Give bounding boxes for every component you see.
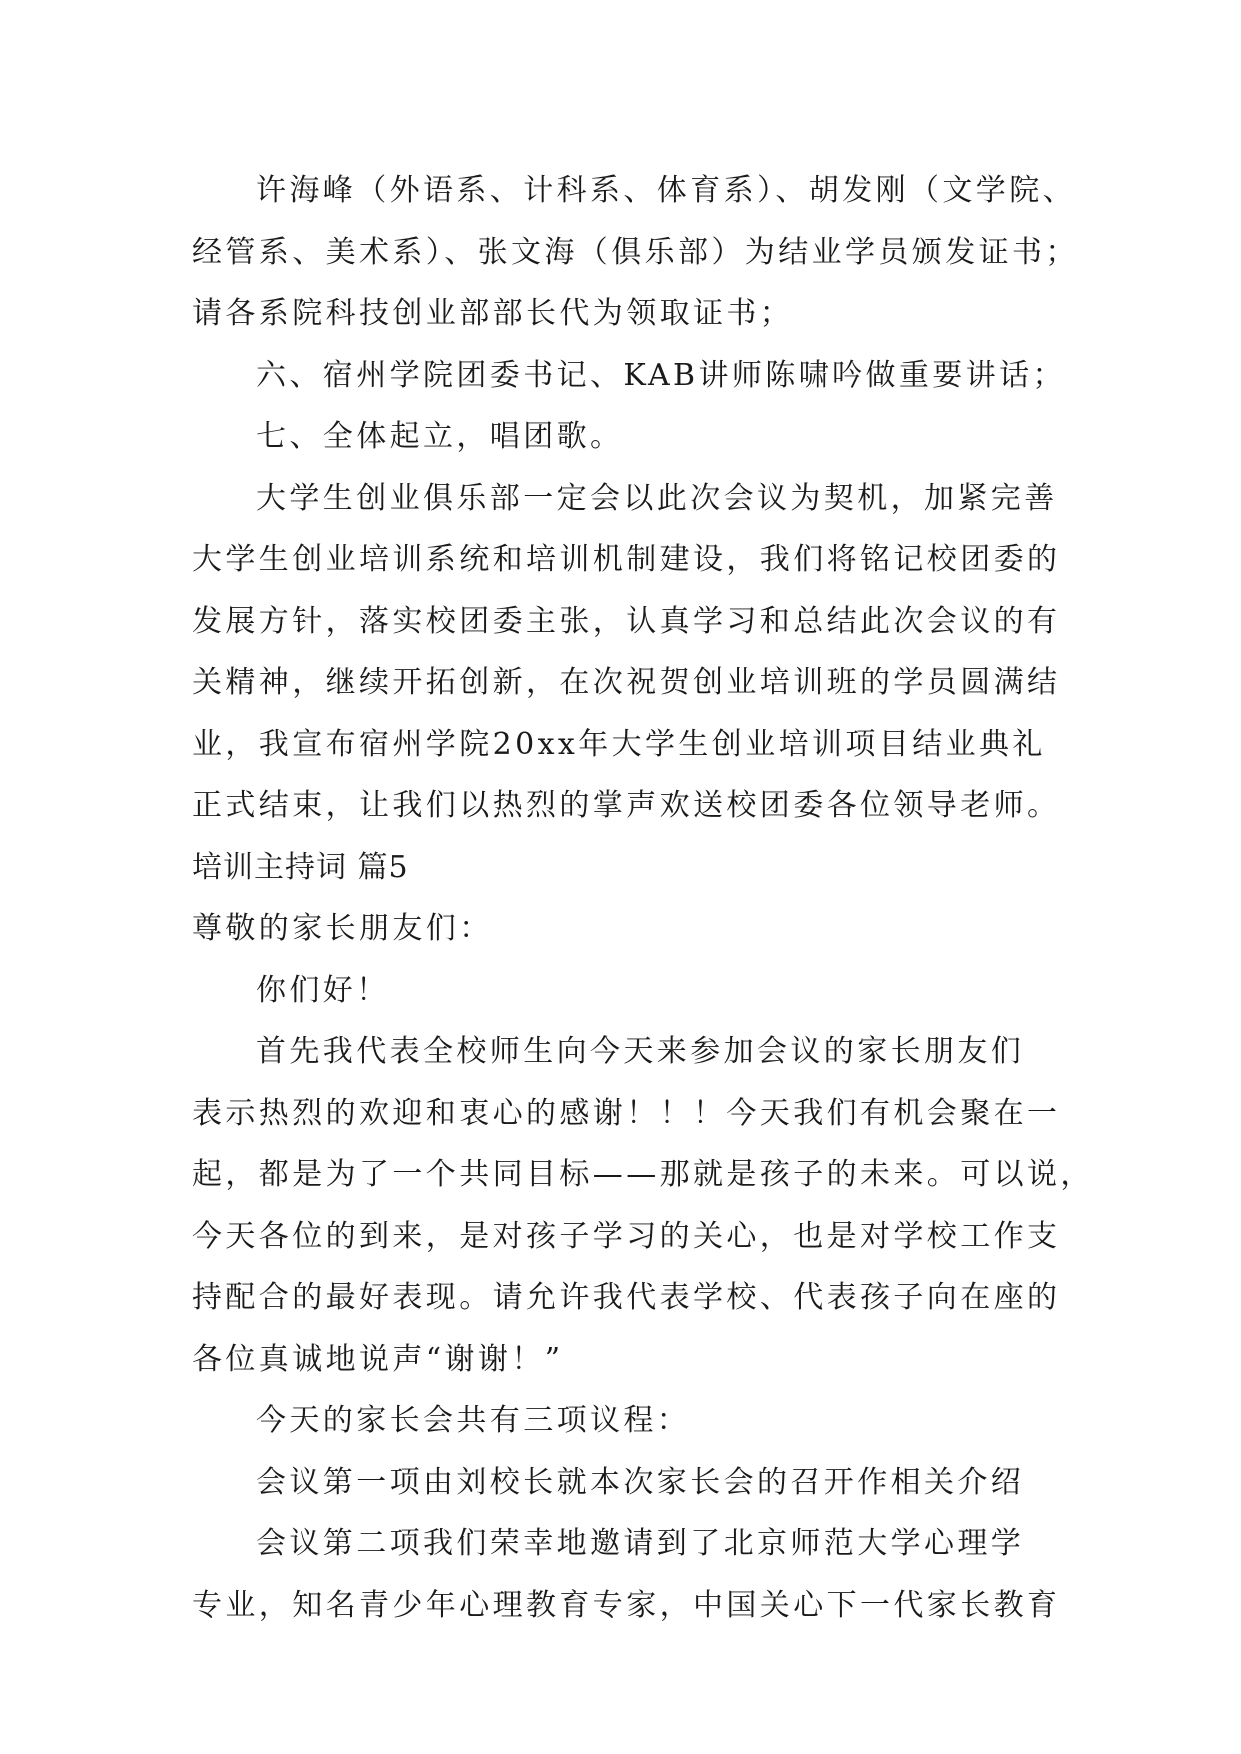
text-line: 发展方针，落实校团委主张，认真学习和总结此次会议的有	[192, 603, 1061, 639]
text-line: 今天各位的到来，是对孩子学习的关心，也是对学校工作支	[192, 1218, 1061, 1254]
text-line: 大学生创业培训系统和培训机制建设，我们将铭记校团委的	[192, 542, 1061, 577]
text-line: 会议第一项由刘校长就本次家长会的召开作相关介绍	[256, 1464, 1025, 1500]
text-line: 尊敬的家长朋友们：	[192, 911, 493, 946]
text-line: 关精神，继续开拓创新，在次祝贺创业培训班的学员圆满结	[192, 665, 1061, 700]
text-line: 七、全体起立，唱团歌。	[256, 419, 624, 454]
text-line: 会议第二项我们荣幸地邀请到了北京师范大学心理学	[256, 1526, 1025, 1561]
text-line: 正式结束，让我们以热烈的掌声欢送校团委各位领导老师。	[192, 788, 1061, 823]
text-line: 起，都是为了一个共同目标——那就是孩子的未来。可以说，	[192, 1157, 1094, 1192]
text-line: 请各系院科技创业部部长代为领取证书；	[192, 296, 794, 331]
text-line: 各位真诚地说声“谢谢！”	[192, 1341, 564, 1377]
text-line: 许海峰（外语系、计科系、体育系）、胡发刚（文学院、	[256, 173, 1076, 208]
document-body	[192, 160, 1094, 1636]
text-line: 大学生创业俱乐部一定会以此次会议为契机，加紧完善	[256, 480, 1058, 516]
text-line: 表示热烈的欢迎和衷心的感谢！！！今天我们有机会聚在一	[192, 1095, 1061, 1131]
text-line: 经管系、美术系）、张文海（俱乐部）为结业学员颁发证书；	[192, 234, 1079, 270]
text-line: 持配合的最好表现。请允许我代表学校、代表孩子向在座的	[192, 1280, 1061, 1315]
text-line: 今天的家长会共有三项议程：	[256, 1403, 691, 1438]
text-line: 首先我代表全校师生向今天来参加会议的家长朋友们	[256, 1034, 1025, 1069]
text-line: 你们好！	[256, 972, 390, 1008]
text-line: 六、宿州学院团委书记、KAB讲师陈啸吟做重要讲话；	[256, 357, 1066, 393]
section-heading: 培训主持词 篇5	[192, 849, 409, 885]
text-line: 业，我宣布宿州学院20xx年大学生创业培训项目结业典礼	[192, 726, 1046, 762]
text-line: 专业，知名青少年心理教育专家，中国关心下一代家长教育	[192, 1587, 1061, 1623]
